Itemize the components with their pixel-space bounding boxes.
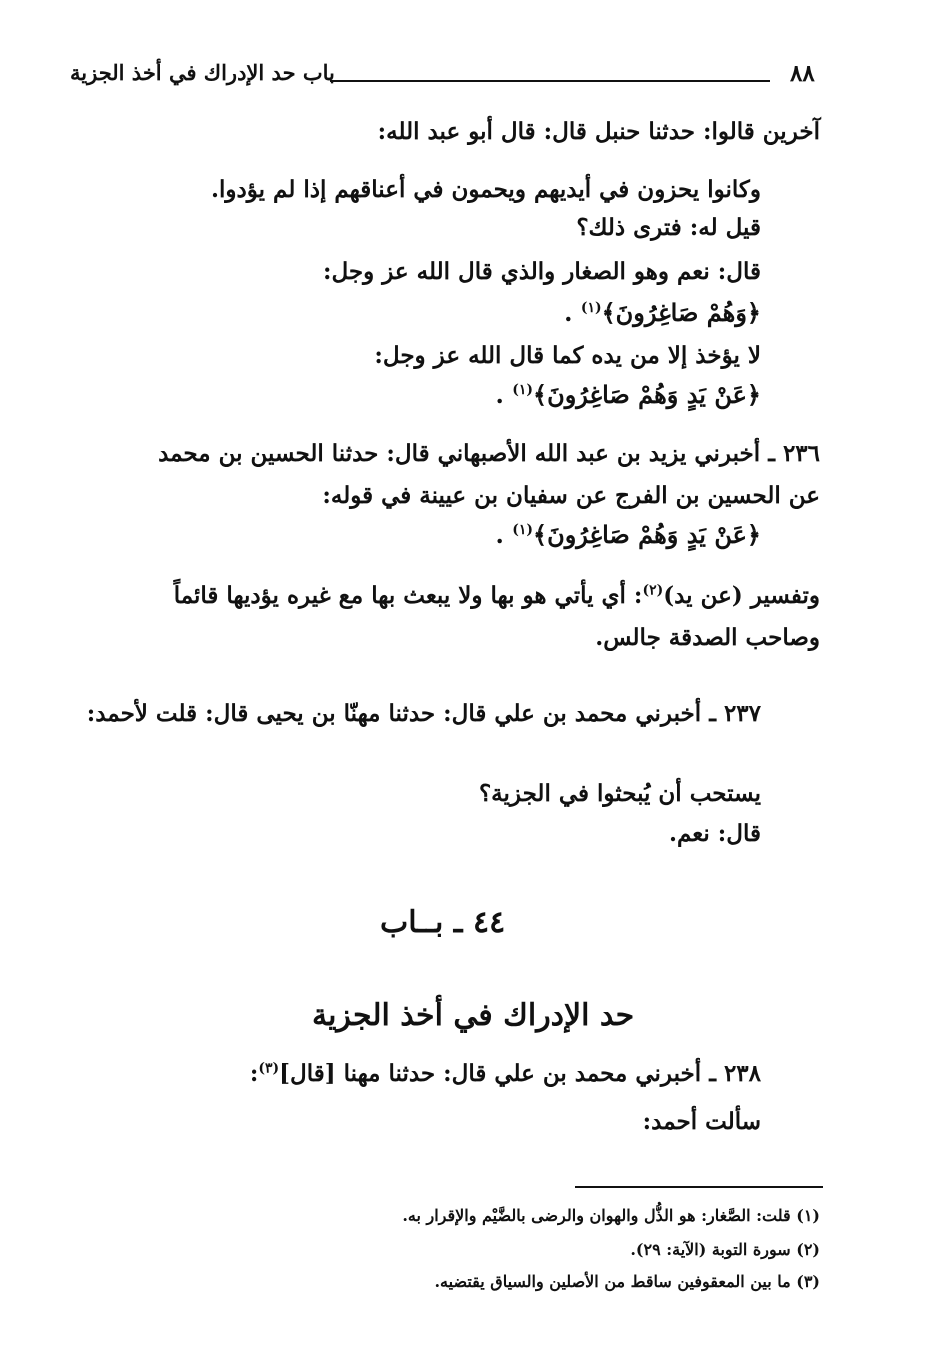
narration-text: محمد بن علي قال: حدثنا مهنّا بن يحيى قال: قلت لأحمد:	[86, 700, 628, 727]
footnote-ref: (٣)	[258, 1060, 280, 1077]
header-rule	[330, 80, 770, 82]
narration-text: محمد بن علي قال: حدثنا مهنا [قال]	[279, 1060, 628, 1087]
narration-akhbarani: أخبرني	[635, 1060, 702, 1087]
text-line-1: آخرين قالوا: حدثنا حنبل قال: قال أبو عبد الله:	[377, 118, 820, 145]
text-line-7: عن الحسين بن الفرج عن سفيان بن عيينة في قوله:	[322, 482, 820, 509]
text-line-14: سألت أحمد:	[642, 1108, 761, 1135]
footnote-3: (٣) ما بين المعقوفين ساقط من الأصلين والسياق يقتضيه.	[434, 1272, 820, 1291]
verse-text: ﴿عَنْ يَدٍ وَهُمْ صَاغِرُونَ﴾	[533, 520, 761, 549]
footnote-separator	[575, 1186, 823, 1188]
narration-akhbarani: أخبرني	[694, 440, 761, 467]
narration-number: ٢٣٦ ـ	[768, 440, 820, 467]
quran-verse-3	[496, 520, 761, 549]
page-number: ٨٨	[790, 60, 815, 87]
footnote-ref: (١)	[512, 522, 534, 538]
text-line-12: قال: نعم.	[668, 820, 761, 847]
footnote-ref: (٢)	[642, 582, 664, 599]
verse-period: .	[495, 380, 513, 409]
text-line-9: وصاحب الصدقة جالس.	[595, 624, 820, 651]
narration-akhbarani: أخبرني	[635, 700, 702, 727]
footnote-1: (١) قلت: الصَّغار: هو الذُّل والهوان والرضى بالضَّيْم والإقرار به.	[402, 1206, 820, 1225]
narration-text: يزيد بن عبد الله الأصبهاني قال: حدثنا الحسين بن محمد	[158, 440, 687, 467]
text-line-8	[174, 582, 820, 609]
narration-number: ٢٣٧ ـ	[709, 700, 761, 727]
quran-verse-1	[564, 298, 761, 327]
tafsir-text: : أي يأتي هو بها ولا يبعث بها مع غيره يؤديها قائماً	[173, 582, 643, 609]
narration-number: ٢٣٨ ـ	[709, 1060, 761, 1087]
text-line-11: يستحب أن يُبحثوا في الجزية؟	[478, 780, 761, 807]
text-line-5: لا يؤخذ إلا من يده كما قال الله عز وجل:	[374, 342, 761, 369]
verse-period: .	[495, 520, 513, 549]
chapter-number: ٤٤ ـ بــاب	[380, 905, 506, 940]
verse-text: ﴿عَنْ يَدٍ وَهُمْ صَاغِرُونَ﴾	[533, 380, 761, 409]
narration-colon: :	[249, 1060, 259, 1087]
running-title: باب حد الإدراك في أخذ الجزية	[70, 60, 335, 85]
narration-238	[250, 1060, 761, 1087]
quran-verse-2	[496, 380, 761, 409]
tafsir-label: وتفسير (عن يد)	[663, 582, 820, 609]
footnote-ref: (١)	[512, 382, 534, 398]
footnote-ref: (١)	[580, 300, 602, 316]
verse-text: ﴿وَهُمْ صَاغِرُونَ﴾	[601, 298, 761, 327]
narration-236	[158, 440, 820, 467]
chapter-title: حد الإدراك في أخذ الجزية	[312, 998, 635, 1033]
text-line-3: قيل له: فترى ذلك؟	[576, 214, 761, 241]
text-line-4: قال: نعم وهو الصغار والذي قال الله عز وجل:	[322, 258, 761, 285]
verse-period: .	[564, 298, 581, 327]
text-line-2: وكانوا يحزون في أيديهم ويحمون في أعناقهم إذا لم يؤدوا.	[210, 176, 761, 203]
narration-237	[87, 700, 761, 727]
footnote-2: (٢) سورة التوبة (الآية: ٢٩).	[630, 1240, 820, 1259]
